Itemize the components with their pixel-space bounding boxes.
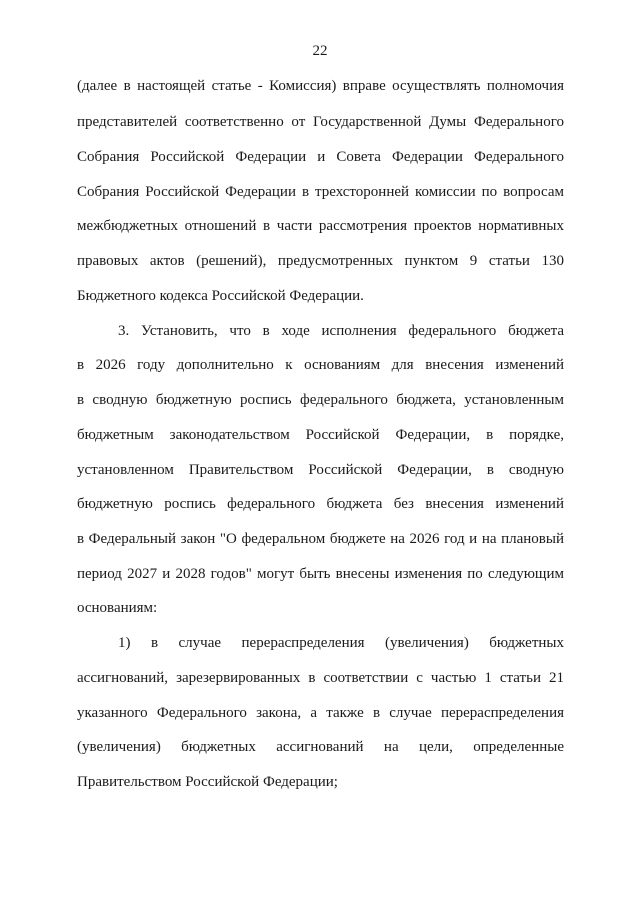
text-line: ассигнований, зарезервированных в соответствии с частью 1 статьи 21 xyxy=(77,670,564,686)
text-line: бюджетным законодательством Российской Федерации, в порядке, xyxy=(77,427,564,443)
text-line: установленном Правительством Российской Федерации, в сводную xyxy=(77,462,564,478)
text-line: Собрания Российской Федерации и Совета Федерации Федерального xyxy=(77,149,564,165)
text-line: Собрания Российской Федерации в трехсторонней комиссии по вопросам xyxy=(77,184,564,200)
text-line: основаниям: xyxy=(77,600,158,616)
text-line: указанного Федерального закона, а также в случае перераспределения xyxy=(77,705,564,721)
text-line: в Федеральный закон "О федеральном бюджете на 2026 год и на плановый xyxy=(77,531,564,547)
text-line: бюджетную роспись федерального бюджета без внесения изменений xyxy=(77,496,564,512)
text-line: 3. Установить, что в ходе исполнения федерального бюджета xyxy=(118,323,564,339)
text-line: период 2027 и 2028 годов" могут быть внесены изменения по следующим xyxy=(77,566,564,582)
text-line: 1) в случае перераспределения (увеличения) бюджетных xyxy=(118,635,564,651)
text-line: (увеличения) бюджетных ассигнований на цели, определенные xyxy=(77,739,564,755)
text-line: в сводную бюджетную роспись федерального бюджета, установленным xyxy=(77,392,564,408)
text-line: Правительством Российской Федерации; xyxy=(77,774,338,790)
text-line: межбюджетных отношений в части рассмотрения проектов нормативных xyxy=(77,218,564,234)
text-line: правовых актов (решений), предусмотренных пунктом 9 статьи 130 xyxy=(77,253,564,269)
page-number: 22 xyxy=(312,43,328,59)
text-line: в 2026 году дополнительно к основаниям для внесения изменений xyxy=(77,357,564,373)
text-line: представителей соответственно от Государственной Думы Федерального xyxy=(77,114,564,130)
text-line: Бюджетного кодекса Российской Федерации. xyxy=(77,288,364,304)
text-line: (далее в настоящей статье - Комиссия) вправе осуществлять полномочия xyxy=(77,78,564,94)
